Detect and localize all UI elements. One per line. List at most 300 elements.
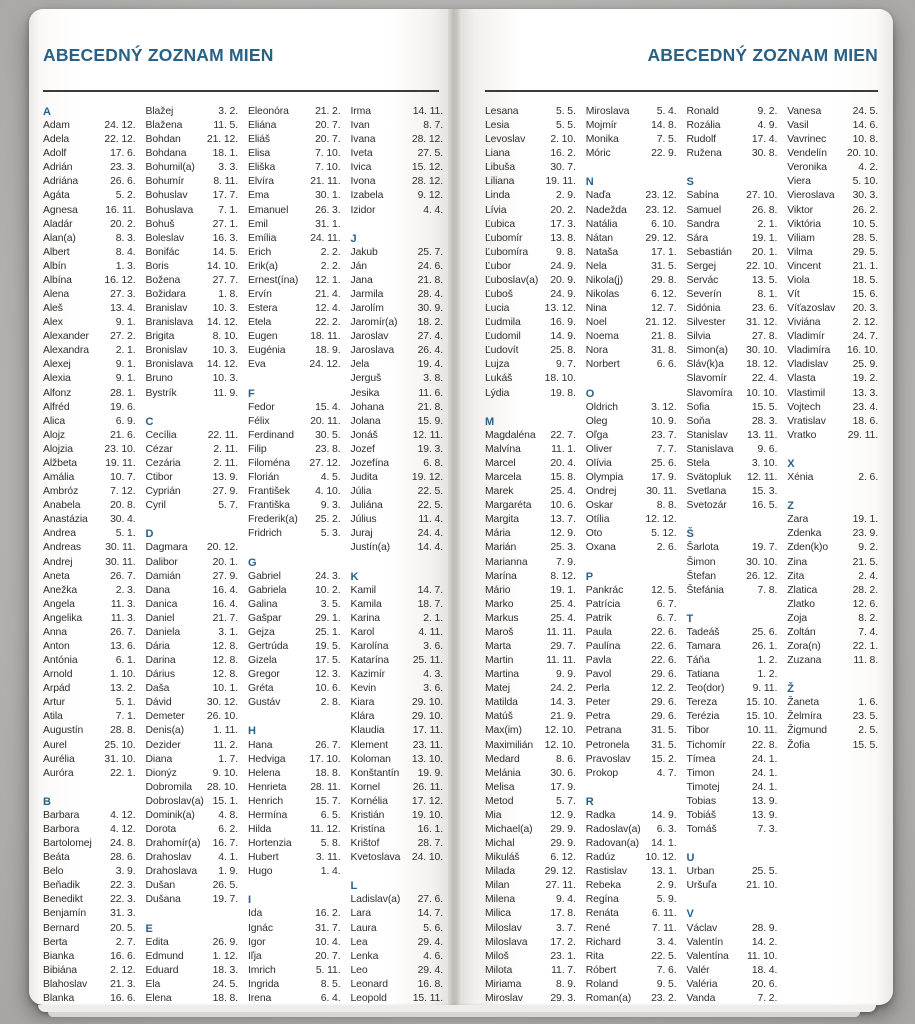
person-name: Norbert xyxy=(585,359,620,371)
person-name: Lucia xyxy=(485,303,510,315)
name-day-date: 16. 2. xyxy=(315,908,341,920)
name-day-date: 9. 2. xyxy=(757,106,778,117)
name-entry xyxy=(485,556,576,570)
person-name: Brigita xyxy=(145,331,175,343)
name-day-date: 26. 7. xyxy=(110,570,136,582)
person-name: Valér xyxy=(686,964,710,976)
person-name: Denis(a) xyxy=(145,725,184,737)
person-name: Ondrej xyxy=(585,486,617,498)
name-day-date: 28. 1. xyxy=(110,387,136,399)
name-entry xyxy=(146,654,239,668)
name-entry xyxy=(787,640,878,654)
person-name: Iľja xyxy=(248,950,262,962)
name-entry xyxy=(485,471,576,485)
name-day-date: 10. 3. xyxy=(212,373,238,385)
person-name: Bohuslava xyxy=(145,204,194,216)
name-day-date: 12. 8. xyxy=(212,640,238,652)
name-entry xyxy=(485,598,576,612)
person-name: Radovan(a) xyxy=(585,838,640,850)
name-entry xyxy=(43,274,136,288)
person-name: Dárius xyxy=(145,669,175,681)
name-day-date: 16. 1. xyxy=(417,823,443,835)
name-day-date: 4. 10. xyxy=(315,486,341,498)
section-letter: C xyxy=(145,415,154,428)
person-name: Branislav xyxy=(145,303,188,315)
name-day-date: 23. 5. xyxy=(852,711,878,723)
name-day-date: 7. 5. xyxy=(656,134,677,146)
person-name: Kvetoslava xyxy=(350,852,401,864)
person-name: Ela xyxy=(145,978,161,990)
person-name: Richard xyxy=(585,936,621,948)
person-name: Félix xyxy=(248,415,270,427)
name-entry xyxy=(586,668,677,682)
name-day-date: 10. 3. xyxy=(212,345,238,357)
name-entry xyxy=(43,147,136,161)
person-name: Tatiana xyxy=(686,669,720,681)
person-name: Uršuľa xyxy=(686,880,717,892)
name-day-date: 22. 5. xyxy=(651,950,677,962)
name-day-date: 27. 9. xyxy=(212,486,238,498)
name-day-date: 19. 6. xyxy=(110,401,136,413)
name-day-date: 5. 3. xyxy=(320,528,341,540)
name-day-date: 11. 8. xyxy=(853,655,878,667)
section-letter: S xyxy=(686,176,694,189)
name-day-date: 28. 11. xyxy=(310,781,341,793)
person-name: Vít xyxy=(787,289,800,301)
name-entry xyxy=(586,344,677,358)
person-name: Ladislav(a) xyxy=(350,894,401,906)
name-entry xyxy=(787,541,878,555)
person-name: Erich xyxy=(248,246,272,258)
name-entry xyxy=(787,527,878,541)
person-name: Vladimír xyxy=(787,331,825,343)
name-entry xyxy=(586,232,677,246)
person-name: Marína xyxy=(485,570,517,582)
column-gap xyxy=(351,556,444,570)
name-entry xyxy=(248,316,341,330)
name-day-date: 22. 6. xyxy=(651,640,677,652)
name-entry xyxy=(586,640,677,654)
name-entry xyxy=(351,809,444,823)
name-day-date: 24. 11. xyxy=(310,232,341,244)
name-entry xyxy=(248,499,341,513)
column-gap xyxy=(687,893,778,907)
name-entry xyxy=(146,753,239,767)
name-day-date: 27. 10. xyxy=(746,190,778,202)
person-name: Lívia xyxy=(485,204,507,216)
name-day-date: 2. 6. xyxy=(656,542,677,554)
name-entry xyxy=(351,288,444,302)
name-day-date: 21. 8. xyxy=(417,401,443,413)
column-gap xyxy=(146,401,239,415)
name-entry xyxy=(146,105,239,119)
person-name: Alfonz xyxy=(43,387,72,399)
person-name: Eliška xyxy=(248,162,276,174)
name-day-date: 10. 9. xyxy=(651,415,677,427)
name-day-date: 15. 11. xyxy=(412,992,443,1004)
person-name: Konštantín xyxy=(350,767,400,779)
name-day-date: 9. 9. xyxy=(556,669,576,681)
name-entry xyxy=(586,626,677,640)
person-name: Augustín xyxy=(43,725,84,737)
person-name: Viera xyxy=(787,176,811,188)
name-day-date: 21. 5. xyxy=(852,556,878,568)
section-letter: J xyxy=(350,232,357,245)
name-day-date: 13. 12. xyxy=(544,303,576,315)
name-entry xyxy=(248,218,341,232)
name-day-date: 8. 9. xyxy=(556,978,576,990)
name-day-date: 30. 10. xyxy=(746,345,778,357)
name-day-date: 5. 4. xyxy=(656,106,677,117)
name-day-date: 2. 9. xyxy=(656,880,677,892)
name-day-date: 22. 11. xyxy=(207,429,238,441)
name-day-date: 16. 4. xyxy=(212,584,238,596)
name-day-date: 5. 2. xyxy=(115,190,136,202)
name-entry xyxy=(43,387,136,401)
section-letter: N xyxy=(585,176,594,189)
name-day-date: 18. 9. xyxy=(315,345,341,357)
name-day-date: 14. 9. xyxy=(550,331,576,343)
name-entry xyxy=(351,471,444,485)
name-day-date: 12. 12. xyxy=(645,514,677,526)
name-entry xyxy=(586,330,677,344)
person-name: Beňadik xyxy=(43,880,80,892)
name-day-date: 20. 8. xyxy=(110,500,136,512)
name-day-date: 14. 1. xyxy=(651,838,677,850)
name-day-date: 28. 3. xyxy=(751,415,778,427)
name-day-date: 7. 12. xyxy=(110,486,136,498)
name-day-date: 24. 10. xyxy=(411,852,443,864)
name-day-date: 3. 7. xyxy=(556,922,576,934)
name-day-date: 29. 9. xyxy=(550,838,576,850)
person-name: Vanda xyxy=(686,992,716,1004)
person-name: Alena xyxy=(43,289,70,301)
name-day-date: 22. 5. xyxy=(417,500,443,512)
name-entry xyxy=(43,851,136,865)
name-entry xyxy=(248,260,341,274)
name-entry xyxy=(351,161,444,175)
person-name: Alfréd xyxy=(43,401,70,413)
name-entry xyxy=(351,415,444,429)
name-entry xyxy=(687,471,778,485)
person-name: Naďa xyxy=(585,190,611,202)
name-entry xyxy=(586,823,677,837)
person-name: Dária xyxy=(145,640,170,652)
name-day-date: 18. 6. xyxy=(852,415,878,427)
name-entry xyxy=(485,992,576,1006)
name-entry xyxy=(485,753,576,767)
name-day-date: 22. 9. xyxy=(651,148,677,160)
name-entry xyxy=(586,147,677,161)
person-name: Kristína xyxy=(350,823,385,835)
person-name: Jaromír(a) xyxy=(350,317,398,329)
name-day-date: 10. 6. xyxy=(315,683,341,695)
person-name: Jerguš xyxy=(350,373,382,385)
name-day-date: 21. 2. xyxy=(315,106,341,117)
name-entry xyxy=(485,584,576,598)
name-day-date: 20. 1. xyxy=(751,246,778,258)
person-name: Vlasta xyxy=(787,373,816,385)
person-name: Alexandra xyxy=(43,345,89,357)
person-name: Malvína xyxy=(485,443,521,455)
person-name: Alexander xyxy=(43,331,89,343)
name-day-date: 3. 6. xyxy=(423,683,443,695)
column-gap xyxy=(485,401,576,415)
person-name: Alexej xyxy=(43,359,71,371)
name-day-date: 3. 10. xyxy=(751,457,778,469)
name-entry xyxy=(146,992,239,1006)
name-entry xyxy=(146,809,239,823)
name-entry xyxy=(351,246,444,260)
name-entry xyxy=(248,288,341,302)
name-day-date: 13. 9. xyxy=(212,472,238,484)
name-day-date: 14. 3. xyxy=(550,697,576,709)
name-entry xyxy=(787,654,878,668)
person-name: Ivan xyxy=(350,120,370,132)
person-name: Roman(a) xyxy=(585,992,632,1004)
name-day-date: 6. 7. xyxy=(656,598,677,610)
name-day-date: 29. 9. xyxy=(550,823,576,835)
person-name: Mia xyxy=(485,809,502,821)
person-name: Lenka xyxy=(350,950,379,962)
person-name: Timotej xyxy=(686,781,720,793)
name-day-date: 16. 6. xyxy=(110,992,136,1004)
person-name: Adriána xyxy=(43,176,79,188)
name-entry xyxy=(485,654,576,668)
name-day-date: 6. 11. xyxy=(651,908,677,920)
name-day-date: 5. 5. xyxy=(556,120,576,132)
name-day-date: 27. 3. xyxy=(110,289,136,301)
name-day-date: 11. 6. xyxy=(418,387,443,399)
person-name: Žofia xyxy=(787,739,810,751)
name-day-date: 6. 10. xyxy=(651,218,677,230)
person-name: Aneta xyxy=(43,570,70,582)
name-entry xyxy=(43,175,136,189)
name-entry xyxy=(146,696,239,710)
person-name: Milica xyxy=(485,908,511,920)
person-name: Drahoslav xyxy=(145,852,192,864)
name-entry xyxy=(687,302,778,316)
person-name: Jonáš xyxy=(350,429,378,441)
column-gap xyxy=(787,668,878,682)
name-day-date: 4. 3. xyxy=(423,669,443,681)
name-entry xyxy=(586,429,677,443)
name-day-date: 2. 1. xyxy=(423,612,443,624)
person-name: Igor xyxy=(248,936,266,948)
person-name: Zara xyxy=(787,514,809,526)
name-entry xyxy=(586,992,677,1006)
name-day-date: 25. 10. xyxy=(104,739,136,751)
name-day-date: 20. 12. xyxy=(206,542,238,554)
person-name: Otília xyxy=(585,514,610,526)
name-entry xyxy=(146,218,239,232)
left-page xyxy=(29,9,448,1005)
name-entry xyxy=(787,204,878,218)
name-entry xyxy=(787,372,878,386)
column-gap xyxy=(687,513,778,527)
name-entry xyxy=(351,401,444,415)
name-day-date: 23. 11. xyxy=(412,739,443,751)
person-name: Daniel xyxy=(145,612,175,624)
name-entry xyxy=(485,640,576,654)
section-letter: L xyxy=(350,880,358,893)
name-day-date: 22. 10. xyxy=(746,260,778,272)
person-name: Štefánia xyxy=(686,584,724,596)
name-entry xyxy=(485,907,576,921)
name-entry xyxy=(43,232,136,246)
name-day-date: 27. 1. xyxy=(212,218,238,230)
name-day-date: 10. 6. xyxy=(550,500,576,512)
name-day-date: 12. 8. xyxy=(212,655,238,667)
section-letter: O xyxy=(585,387,595,400)
name-entry xyxy=(787,429,878,443)
name-entry xyxy=(687,809,778,823)
name-day-date: 21. 8. xyxy=(651,331,677,343)
person-name: Zoja xyxy=(787,612,808,624)
person-name: Ervín xyxy=(248,289,272,301)
name-day-date: 19. 2. xyxy=(852,373,878,385)
name-day-date: 5. 1. xyxy=(115,528,136,540)
name-day-date: 19. 12. xyxy=(411,472,443,484)
name-day-date: 6. 1. xyxy=(115,655,136,667)
name-entry xyxy=(586,471,677,485)
section-letter: K xyxy=(350,570,359,583)
name-entry xyxy=(687,288,778,302)
person-name: Bohuš xyxy=(145,218,175,230)
person-name: Melisa xyxy=(485,781,515,793)
name-entry xyxy=(485,837,576,851)
name-entry xyxy=(586,401,677,415)
person-name: Elvíra xyxy=(248,176,274,188)
name-entry xyxy=(248,302,341,316)
name-day-date: 2. 2. xyxy=(320,246,341,258)
name-day-date: 20. 1. xyxy=(212,556,238,568)
name-day-date: 8. 4. xyxy=(115,246,136,258)
name-day-date: 9. 2. xyxy=(858,542,878,554)
person-name: Ľudovít xyxy=(485,345,519,357)
name-entry xyxy=(351,541,444,555)
name-day-date: 22. 4. xyxy=(751,373,778,385)
person-name: Vlastimil xyxy=(787,387,826,399)
person-name: Klaudia xyxy=(350,725,385,737)
name-entry xyxy=(248,795,341,809)
name-day-date: 18. 5. xyxy=(852,274,878,286)
person-name: Monika xyxy=(585,134,619,146)
person-name: Ružena xyxy=(686,148,722,160)
name-entry xyxy=(248,950,341,964)
person-name: Cezária xyxy=(145,457,181,469)
name-day-date: 20. 2. xyxy=(110,218,136,230)
person-name: Magdaléna xyxy=(485,429,536,441)
name-day-date: 30. 10. xyxy=(746,556,778,568)
name-day-date: 30. 6. xyxy=(550,767,576,779)
person-name: Mojmír xyxy=(585,120,617,132)
person-name: Radúz xyxy=(585,852,616,864)
page-title: ABECEDNÝ ZOZNAM MIEN xyxy=(43,45,274,65)
name-entry xyxy=(146,316,239,330)
column-gap xyxy=(586,161,677,175)
name-entry xyxy=(485,612,576,626)
person-name: Matúš xyxy=(485,711,513,723)
name-day-date: 18. 4. xyxy=(751,964,778,976)
name-entry xyxy=(586,218,677,232)
name-entry xyxy=(351,626,444,640)
person-name: Víťazoslav xyxy=(787,303,836,315)
name-day-date: 26. 10. xyxy=(206,711,238,723)
name-entry xyxy=(586,358,677,372)
person-name: Alojzia xyxy=(43,443,73,455)
book-spread xyxy=(29,9,893,1005)
name-entry xyxy=(586,879,677,893)
name-entry xyxy=(248,696,341,710)
name-entry xyxy=(586,753,677,767)
person-name: Kazimír xyxy=(350,669,386,681)
person-name: Dušana xyxy=(145,894,181,906)
person-name: Nora xyxy=(585,345,608,357)
name-entry xyxy=(351,358,444,372)
name-entry xyxy=(687,795,778,809)
name-entry xyxy=(248,429,341,443)
name-day-date: 9. 4. xyxy=(556,894,576,906)
name-entry xyxy=(687,865,778,879)
person-name: Irena xyxy=(248,992,272,1004)
name-day-date: 1. 12. xyxy=(212,950,238,962)
name-entry xyxy=(146,344,239,358)
name-entry xyxy=(43,119,136,133)
name-entry xyxy=(485,204,576,218)
person-name: Nikolas xyxy=(585,289,620,301)
person-name: Maximilián xyxy=(485,739,534,751)
person-name: Paulína xyxy=(585,640,621,652)
name-day-date: 29. 1. xyxy=(315,612,341,624)
person-name: Matilda xyxy=(485,697,518,709)
name-entry xyxy=(787,105,878,119)
person-name: Natália xyxy=(585,218,618,230)
name-entry xyxy=(687,358,778,372)
name-day-date: 19. 4. xyxy=(417,359,443,371)
person-name: Noema xyxy=(585,331,619,343)
name-entry xyxy=(586,767,677,781)
person-name: Hugo xyxy=(248,866,273,878)
section-letter: B xyxy=(43,795,51,808)
name-entry xyxy=(351,584,444,598)
person-name: Jaroslav xyxy=(350,331,389,343)
person-name: Tímea xyxy=(686,753,716,765)
name-entry xyxy=(586,682,677,696)
name-entry xyxy=(248,232,341,246)
name-entry xyxy=(146,443,239,457)
name-day-date: 29. 8. xyxy=(651,274,677,286)
person-name: Beáta xyxy=(43,852,70,864)
name-column xyxy=(351,105,444,1006)
name-day-date: 31. 1. xyxy=(315,218,341,230)
person-name: Hortenzia xyxy=(248,838,292,850)
person-name: Dušan xyxy=(145,880,176,892)
name-entry xyxy=(687,330,778,344)
person-name: Anežka xyxy=(43,584,78,596)
column-gap xyxy=(351,218,444,232)
person-name: Stanislav xyxy=(686,429,728,441)
name-entry xyxy=(146,147,239,161)
name-entry xyxy=(43,302,136,316)
name-entry xyxy=(146,865,239,879)
name-entry xyxy=(687,640,778,654)
name-entry xyxy=(43,485,136,499)
name-day-date: 9. 1. xyxy=(115,359,136,371)
name-entry xyxy=(485,767,576,781)
person-name: Darina xyxy=(145,655,176,667)
name-day-date: 23. 3. xyxy=(110,162,136,174)
